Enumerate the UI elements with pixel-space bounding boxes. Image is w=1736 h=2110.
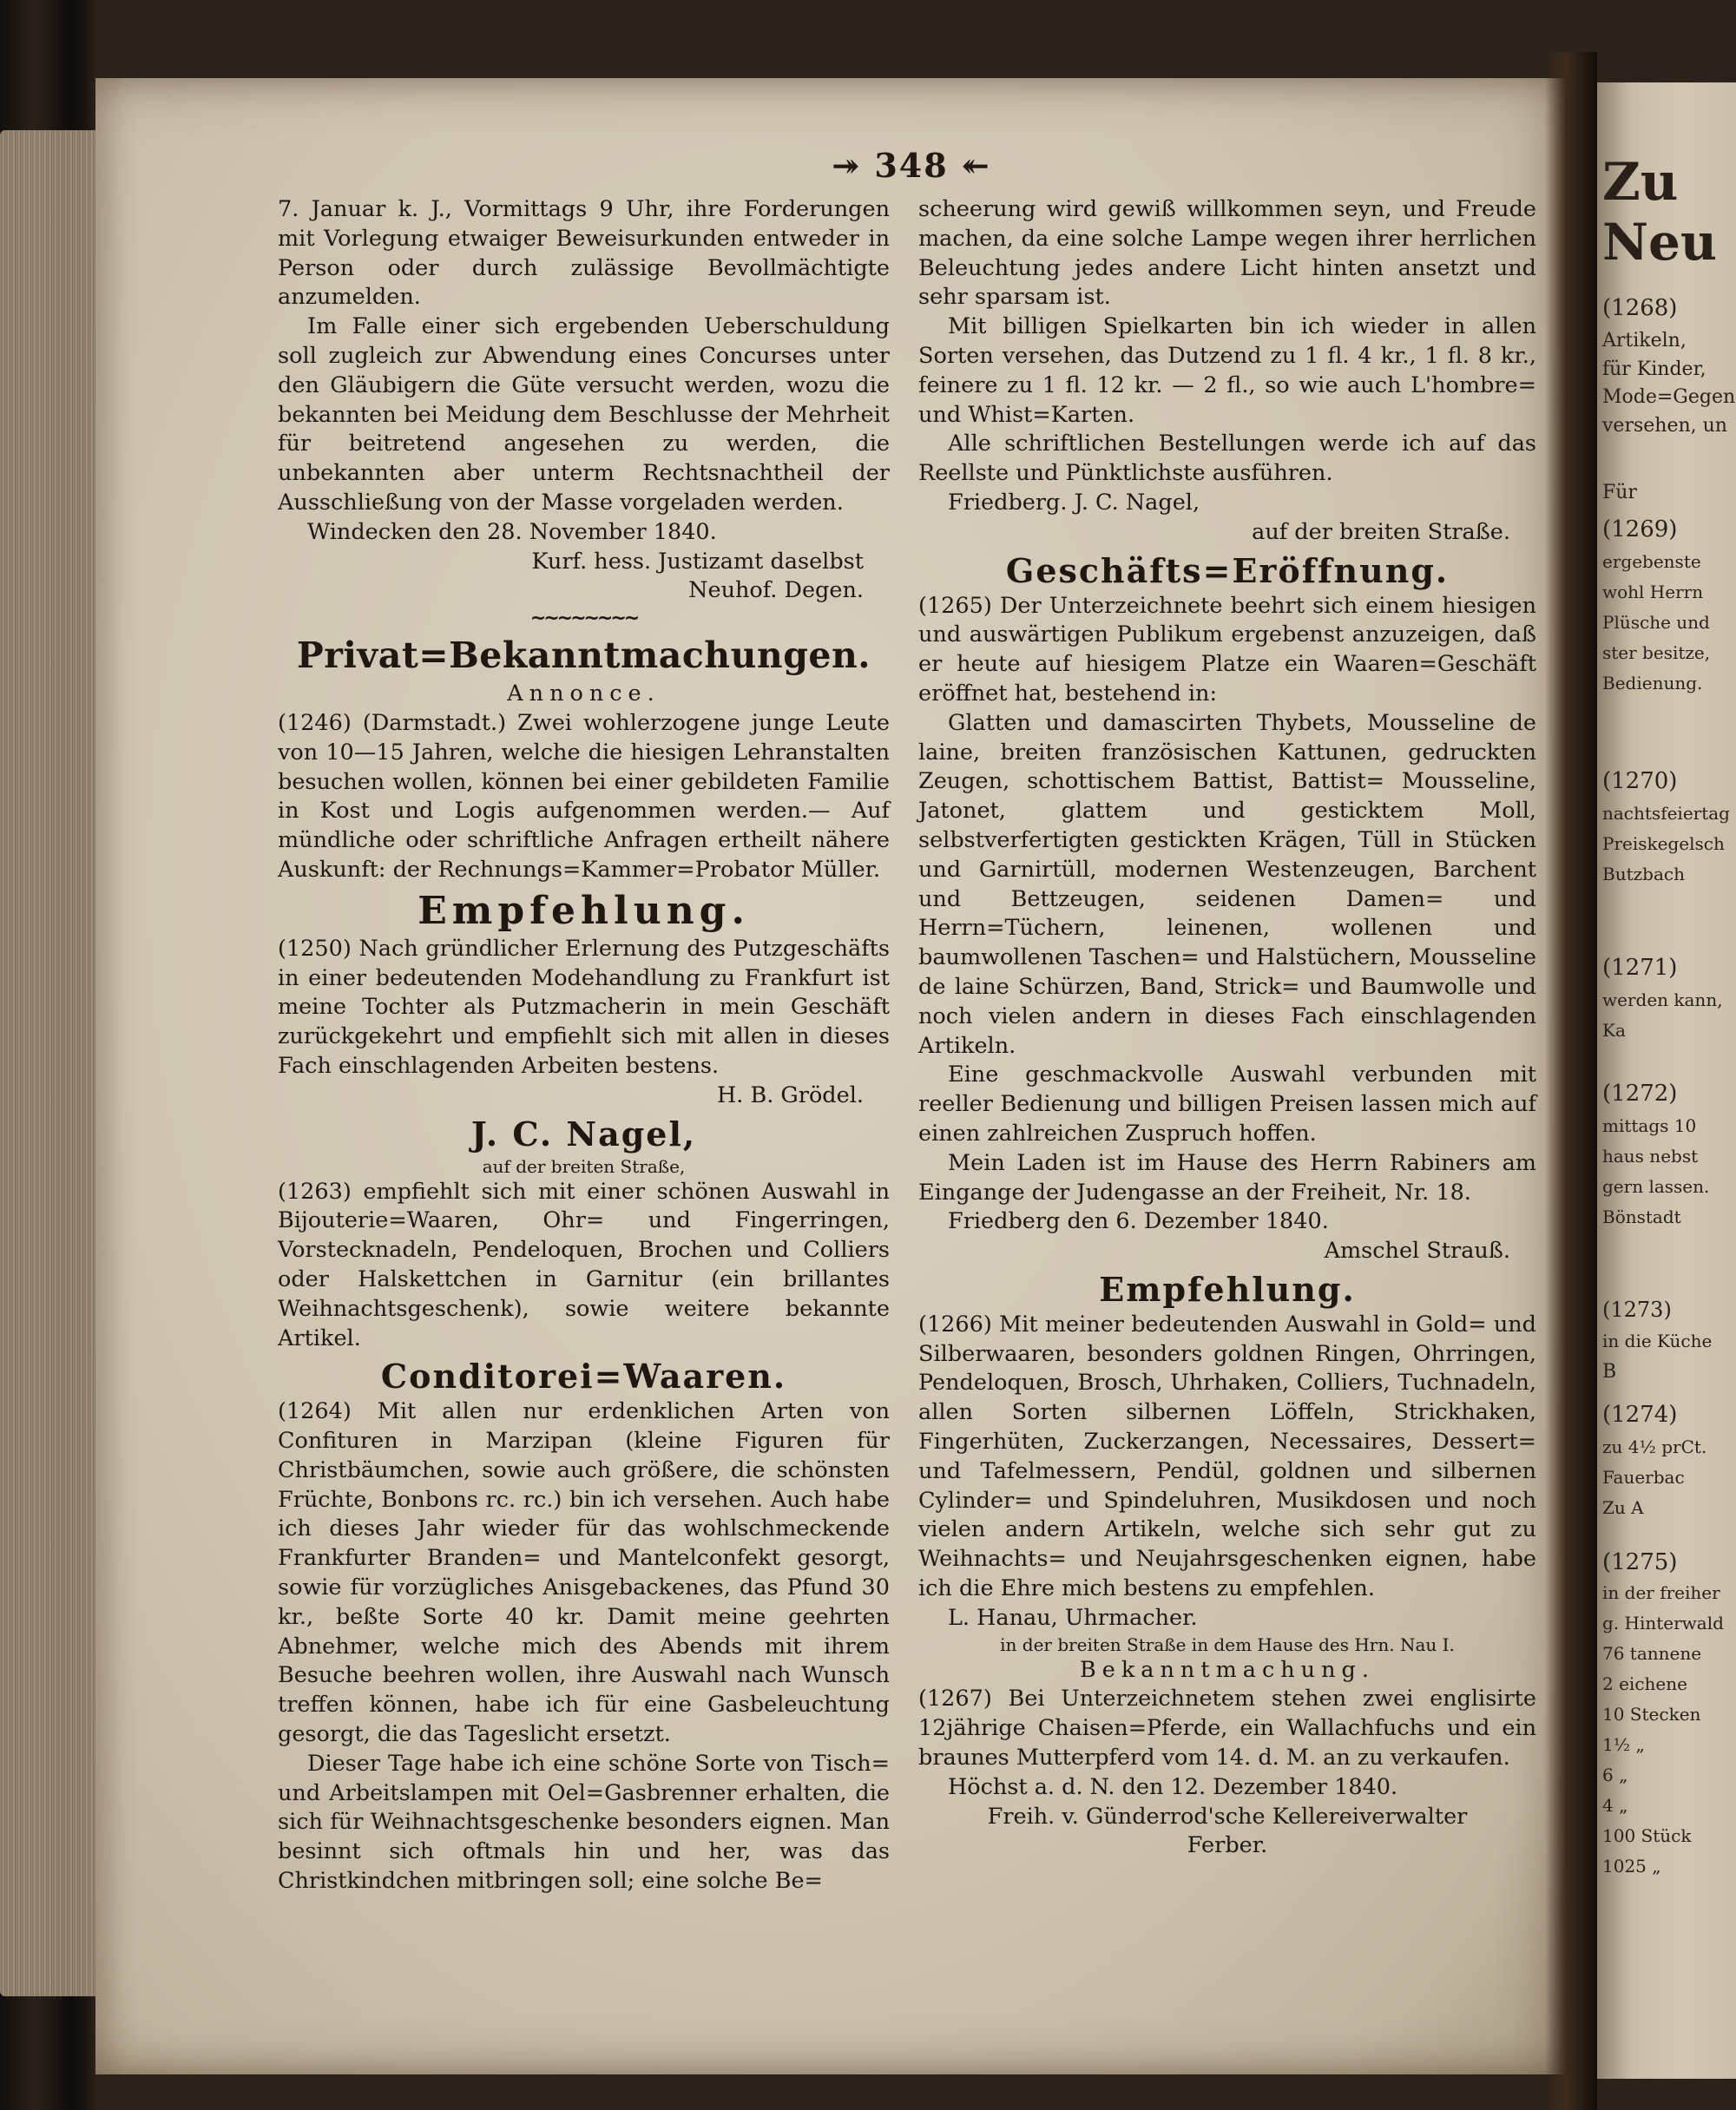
section-heading: Privat=Bekanntmachungen. <box>296 634 871 677</box>
adjacent-page-text: (1268) <box>1602 295 1678 321</box>
adjacent-page-text: in die Küche <box>1602 1331 1713 1351</box>
paragraph: (1264) Mit allen nur erdenklichen Arten von Confituren in Marzipan (kleine Figuren für Christbäumchen, sowie auch größere, die schönsten Früchte, Bonbons rc. rc.) bin ich versehen. Auch habe ich dieses Jahr wieder für das wohlschmeckende Frankfurter Branden= und Mantelconfekt gesorgt, sowie für vorzügliches Anisgebackenes, das Pfund 30 kr., beßte Sorte 40 kr. Damit meine geehrten Abnehmer, welche mich des Abends mit ihrem Besuche beehren wollen, ihre Auswahl nach Wunsch treffen können, habe ich für eine Gasbeleuchtung gesorgt, die das Tageslicht ersetzt. <box>278 1398 890 1748</box>
adjacent-page-text: Zu A <box>1602 1497 1644 1518</box>
paragraph: Im Falle einer sich ergebenden Ueberschuldung soll zugleich zur Abwendung eines Concurses unter den Gläubigern die Güte versucht werden, wozu die bekannten bei Meidung dem Beschlusse der Mehrheit für beitretend angesehen zu werden, die unbekannten aber unterm Rechtsnachtheil der Ausschließung von der Masse vorgeladen werden. <box>278 313 890 516</box>
adjacent-page-text: Plüsche und <box>1602 612 1710 633</box>
adjacent-page-text: (1269) <box>1602 516 1678 542</box>
ad-heading: Empfehlung. <box>418 888 750 933</box>
signature-line: Kurf. hess. Justizamt daselbst <box>531 548 864 575</box>
address-line: auf der breiten Straße, <box>482 1155 686 1177</box>
adjacent-page-text: Bedienung. <box>1602 673 1703 693</box>
adjacent-page-fragment <box>1597 82 1736 2079</box>
ornament-right: ↞ <box>961 146 991 185</box>
paragraph: (1250) Nach gründlicher Erlernung des Putzgeschäfts in einer bedeutenden Modehandlung zu Frankfurt ist meine Tochter als Putzmacherin in mein Geschäft zurückgekehrt und empfiehlt sich mit allen in dieses Fach einschlagenden Arbeiten bestens. <box>278 935 890 1079</box>
ad-heading: Empfehlung. <box>1099 1269 1356 1309</box>
adjacent-page-text: (1271) <box>1602 955 1678 981</box>
adjacent-page-text: g. Hinterwald <box>1602 1613 1724 1633</box>
left-text-column <box>278 195 890 1896</box>
paragraph: Höchst a. d. N. den 12. Dezember 1840. <box>948 1773 1398 1800</box>
signature-line: auf der breiten Straße. <box>1252 518 1510 545</box>
adjacent-page-text: 6 „ <box>1602 1765 1628 1785</box>
adjacent-page-text: B <box>1602 1361 1617 1383</box>
adjacent-page-text: Zu <box>1602 152 1679 213</box>
adjacent-page-text: 1025 „ <box>1602 1856 1661 1877</box>
book-gutter <box>1545 52 1597 2110</box>
ad-heading: Geschäfts=Eröffnung. <box>1005 550 1450 590</box>
centered-line: Ferber. <box>1187 1832 1268 1859</box>
adjacent-page-text: 10 Stecken <box>1602 1704 1701 1725</box>
section-label: Annonce. <box>507 680 661 707</box>
adjacent-page-text: haus nebst <box>1602 1146 1699 1167</box>
paragraph: (1263) empfiehlt sich mit einer schönen Auswahl in Bijouterie=Waaren, Ohr= und Fingerringen, Vorstecknadeln, Pendeloquen, Brochen und Colliers oder Halskettchen in Garnitur (ein brillantes Weihnachtsgeschenk), sowie weitere bekannte Artikel. <box>278 1178 890 1351</box>
paragraph: Mein Laden ist im Hause des Herrn Rabiners am Eingange der Judengasse an der Freiheit, Nr. 18. <box>918 1149 1536 1206</box>
adjacent-page-text: ster besitze, <box>1602 642 1711 663</box>
signature-line: Neuhof. Degen. <box>688 577 864 604</box>
adjacent-page-text: 2 eichene <box>1602 1673 1687 1694</box>
adjacent-page-text: mittags 10 <box>1602 1115 1697 1136</box>
adjacent-page-text: werden kann, <box>1602 989 1723 1010</box>
adjacent-page-text: wohl Herrn <box>1602 582 1704 602</box>
ornament-left: ↠ <box>832 146 862 185</box>
adjacent-page-text: 1½ „ <box>1602 1734 1645 1755</box>
paragraph: 7. Januar k. J., Vormittags 9 Uhr, ihre Forderungen mit Vorlegung etwaiger Beweisurkunden entweder in Person oder durch zulässige Bevollmächtigte anzumelden. <box>278 196 890 311</box>
paragraph: (1246) (Darmstadt.) Zwei wohlerzogene junge Leute von 10—15 Jahren, welche die hiesigen Lehranstalten besuchen wollen, können bei einer gebildeten Familie in Kost und Logis aufgenommen werden.— Auf mündliche oder schriftliche Anfragen ertheilt nähere Auskunft: der Rechnungs=Kammer=Probator Müller. <box>278 709 890 883</box>
paragraph: (1265) Der Unterzeichnete beehrt sich einem hiesigen und auswärtigen Publikum ergebenst anzuzeigen, daß er heute auf hiesigem Platze ein Waaren=Geschäft eröffnet hat, bestehend in: <box>918 592 1536 707</box>
adjacent-page-text: Bönstadt <box>1602 1206 1681 1227</box>
adjacent-page-text: (1273) <box>1602 1298 1672 1322</box>
adjacent-page-text: (1272) <box>1602 1081 1678 1107</box>
paragraph: scheerung wird gewiß willkommen seyn, und Freude machen, da eine solche Lampe wegen ihrer herrlichen Beleuchtung jedes andere Licht hinten ansetzt und sehr sparsam ist. <box>918 196 1536 311</box>
adjacent-page-text: Mode=Gegen <box>1602 386 1736 408</box>
adjacent-page-text: versehen, un <box>1602 415 1727 437</box>
adjacent-page-text: Artikeln, <box>1602 330 1687 352</box>
paragraph: Friedberg den 6. Dezember 1840. <box>948 1208 1329 1235</box>
adjacent-page-text: Für <box>1602 482 1637 503</box>
adjacent-page-text: Neu <box>1602 213 1718 272</box>
signature-line: L. Hanau, Uhrmacher. <box>948 1604 1198 1631</box>
adjacent-page-text: Fauerbac <box>1602 1467 1685 1488</box>
adjacent-page-text: (1275) <box>1602 1549 1678 1575</box>
page-edges <box>0 130 95 1996</box>
adjacent-page-text: nachtsfeiertag <box>1602 803 1730 824</box>
adjacent-page-text: für Kinder, <box>1602 358 1706 380</box>
ornament-divider: ~~~~~~~~ <box>529 608 638 630</box>
address-line: in der breiten Straße in dem Hause des Hrn. Nau I. <box>1000 1633 1455 1655</box>
adjacent-page-text: 76 tannene <box>1602 1643 1702 1664</box>
adjacent-page-text: 100 Stück <box>1602 1825 1692 1846</box>
page-number: 348 <box>874 146 949 185</box>
paragraph: Glatten und damascirten Thybets, Mousseline de laine, breiten französischen Kattunen, gedruckten Zeugen, schottischem Battist, Battist= Mousseline, Jatonet, glattem und gesticktem Moll, selbstverfertigten gestickten Krägen, Tüll in Stücken und Garnirtüll, modernen Westenzeugen, Barchent und Bettzeugen, seidenen Damen= und Herrn=Tüchern, leinenen, wollenen und baumwollenen Taschen= und Halstüchern, Mousseline de laine Schürzen, Band, Strick= und Baumwolle und noch vielen andern in dieses Fach einschlagenden Artikeln. <box>918 709 1536 1059</box>
paragraph: (1267) Bei Unterzeichnetem stehen zwei englisirte 12jährige Chaisen=Pferde, ein Wallachfuchs und ein braunes Mutterpferd vom 14. d. M. an zu verkaufen. <box>918 1686 1536 1771</box>
paragraph: Alle schriftlichen Bestellungen werde ich auf das Reellste und Pünktlichste ausführen. <box>918 431 1536 487</box>
section-label: Bekanntmachung. <box>1080 1656 1375 1683</box>
signature-line: H. B. Grödel. <box>717 1081 864 1108</box>
centered-line: Freih. v. Günderrod'sche Kellereiverwalter <box>987 1803 1468 1830</box>
adjacent-page-text: Preiskegelsch <box>1602 833 1725 854</box>
adjacent-page-text: in der freiher <box>1602 1582 1720 1603</box>
paragraph: Eine geschmackvolle Auswahl verbunden mit reeller Bedienung und billigen Preisen lassen mich auf einen zahlreichen Zuspruch hoffen. <box>918 1062 1536 1147</box>
adjacent-page-text: Ka <box>1602 1020 1626 1041</box>
ad-heading: Conditorei=Waaren. <box>380 1357 787 1397</box>
right-text-column <box>918 195 1536 1861</box>
paragraph: Mit billigen Spielkarten bin ich wieder in allen Sorten versehen, das Dutzend zu 1 fl. 4 kr., 1 fl. 8 kr., feinere zu 1 fl. 12 kr. — 2 fl., so wie auch L'hombre= und Whist=Karten. <box>918 313 1536 428</box>
adjacent-page-text: 4 „ <box>1602 1795 1628 1816</box>
adjacent-page-text: ergebenste <box>1602 551 1701 572</box>
adjacent-page-text: zu 4½ prCt. <box>1602 1436 1707 1457</box>
signature-line: Amschel Strauß. <box>1324 1238 1510 1265</box>
adjacent-page-text: (1274) <box>1602 1402 1678 1428</box>
page-number-header <box>781 146 1042 185</box>
adjacent-page-text: gern lassen. <box>1602 1176 1710 1197</box>
paragraph: Windecken den 28. November 1840. <box>307 518 717 545</box>
adjacent-page-text: Butzbach <box>1602 864 1685 884</box>
paragraph: Dieser Tage habe ich eine schöne Sorte von Tisch= und Arbeitslampen mit Oel=Gasbrenner erhalten, die sich für Weihnachtsgeschenke besonders eignen. Man besinnt sich oftmals hin und her, was das Christkindchen mitbringen soll; eine solche Be= <box>278 1750 890 1895</box>
adjacent-page-text: (1270) <box>1602 768 1678 794</box>
paragraph: (1266) Mit meiner bedeutenden Auswahl in Gold= und Silberwaaren, besonders goldnen Ringen, Ohrringen, Pendeloquen, Brosch, Uhrhaken, Colliers, Tuchnadeln, allen Sorten silbernen Löffeln, Strickhaken, Fingerhüten, Zuckerzangen, Necessaires, Dessert= und Tafelmessern, Pendül, goldnen und silbernen Cylinder= und Spindeluhren, Musikdosen und noch vielen andern Artikeln, welche sich sehr gut zu Weihnachts= und Neujahrsgeschenken eignen, habe ich die Ehre mich bestens zu empfehlen. <box>918 1311 1536 1602</box>
signature-line: Friedberg. J. C. Nagel, <box>948 489 1200 516</box>
ad-heading: J. C. Nagel, <box>470 1114 697 1154</box>
